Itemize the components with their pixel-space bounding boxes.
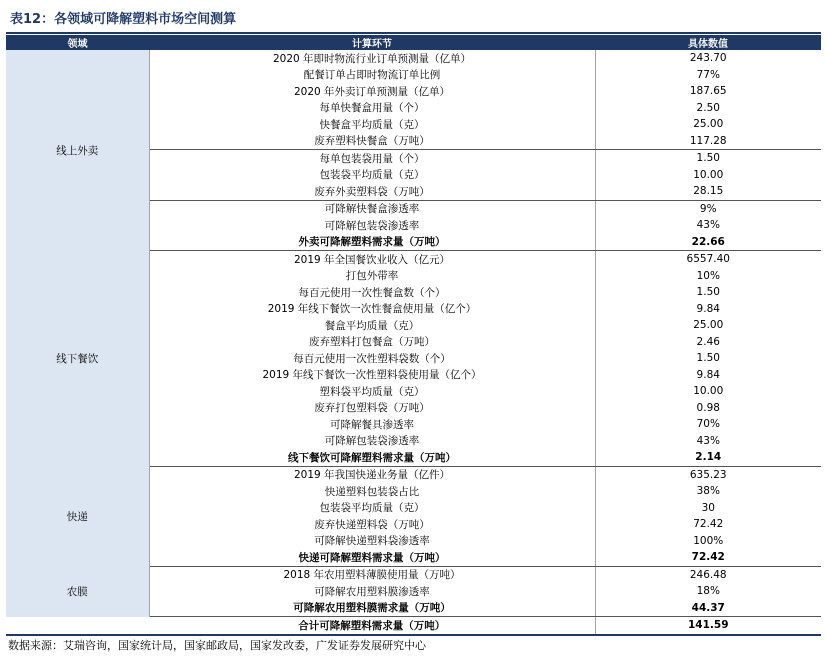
header-value: 具体数值 <box>595 35 821 50</box>
market-space-table <box>6 35 821 636</box>
value-cell: 117.28 <box>595 133 821 150</box>
value-cell: 22.66 <box>595 234 821 251</box>
table-header-row <box>6 35 821 50</box>
header-item: 计算环节 <box>149 35 595 50</box>
item-cell: 每单快餐盒用量（个） <box>149 100 595 117</box>
item-cell: 2019 年我国快递业务量（亿件） <box>149 466 595 483</box>
item-cell: 每百元使用一次性餐盒数（个） <box>149 284 595 301</box>
value-cell: 25.00 <box>693 319 724 332</box>
value-cell: 9.84 <box>696 302 720 315</box>
item-cell: 可降解餐具渗透率 <box>149 416 595 433</box>
value-cell: 38% <box>696 485 720 498</box>
table-row <box>6 466 821 483</box>
item-cell: 快餐盒平均质量（克） <box>149 116 595 133</box>
value-cell: 10.00 <box>693 385 724 398</box>
item-cell: 可降解农用塑料膜渗透率 <box>149 583 595 600</box>
item-cell: 可降解农用塑料膜需求量（万吨） <box>149 600 595 617</box>
value-cell: 243.70 <box>689 52 727 65</box>
item-cell: 可降解包装袋渗透率 <box>149 217 595 234</box>
value-cell: 1.50 <box>696 286 720 299</box>
item-cell: 废弃外卖塑料袋（万吨） <box>149 183 595 200</box>
value-cell: 9.84 <box>696 368 720 381</box>
grand-total-value: 141.59 <box>595 617 821 635</box>
item-cell: 快递可降解塑料需求量（万吨） <box>149 549 595 566</box>
item-cell: 包装袋平均质量（克） <box>149 167 595 184</box>
domain-cell: 农膜 <box>6 566 149 617</box>
item-cell: 打包外带率 <box>149 268 595 285</box>
item-cell: 2019 年线下餐饮一次性塑料袋使用量（亿个） <box>149 367 595 384</box>
table-title: 表12：各领域可降解塑料市场空间测算 <box>10 12 237 27</box>
item-cell: 废弃塑料打包餐盒（万吨） <box>149 334 595 351</box>
value-cell: 246.48 <box>689 568 727 581</box>
header-domain: 领域 <box>6 35 149 50</box>
grand-total-label: 合计可降解塑料需求量（万吨） <box>149 617 595 635</box>
item-cell: 外卖可降解塑料需求量（万吨） <box>149 234 595 251</box>
value-cell: 0.98 <box>696 401 720 414</box>
item-cell: 废弃快递塑料袋（万吨） <box>149 516 595 533</box>
title-rule <box>6 32 821 34</box>
item-cell: 塑料袋平均质量（克） <box>149 383 595 400</box>
table-row <box>6 251 821 268</box>
value-cell: 43% <box>696 219 720 232</box>
value-cell: 2.50 <box>696 101 720 114</box>
value-cell: 28.15 <box>595 183 821 200</box>
item-cell: 可降解快餐盒渗透率 <box>149 200 595 217</box>
item-cell: 废弃塑料快餐盒（万吨） <box>149 133 595 150</box>
value-cell: 43% <box>696 434 720 447</box>
item-cell: 2018 年农用塑料薄膜使用量（万吨） <box>149 566 595 583</box>
item-cell: 可降解快递塑料袋渗透率 <box>149 533 595 550</box>
item-cell: 餐盒平均质量（克） <box>149 317 595 334</box>
item-cell: 2020 年即时物流行业订单预测量（亿单） <box>149 50 595 67</box>
value-cell: 2.14 <box>595 449 821 466</box>
value-cell: 6557.40 <box>686 253 730 266</box>
value-cell: 30 <box>701 501 715 514</box>
value-cell: 18% <box>696 585 720 598</box>
value-cell: 25.00 <box>693 118 724 131</box>
table-row <box>6 50 821 67</box>
item-cell: 2020 年外卖订单预测量（亿单） <box>149 83 595 100</box>
grand-total-empty-cell <box>6 617 149 635</box>
value-cell: 72.42 <box>595 549 821 566</box>
value-cell: 44.37 <box>595 600 821 617</box>
item-cell: 每百元使用一次性塑料袋数（个） <box>149 350 595 367</box>
value-cell: 10.00 <box>693 168 724 181</box>
value-cell: 2.46 <box>696 335 720 348</box>
value-cell: 9% <box>699 202 717 215</box>
value-cell: 77% <box>696 68 720 81</box>
item-cell: 2019 年全国餐饮业收入（亿元） <box>149 251 595 268</box>
domain-cell: 线上外卖 <box>6 50 149 251</box>
value-cell: 1.50 <box>696 152 720 165</box>
item-cell: 线下餐饮可降解塑料需求量（万吨） <box>149 449 595 466</box>
value-cell: 100% <box>693 534 724 547</box>
item-cell: 配餐订单占即时物流订单比例 <box>149 67 595 84</box>
value-cell: 1.50 <box>696 352 720 365</box>
item-cell: 包装袋平均质量（克） <box>149 500 595 517</box>
source-note: 数据来源：艾瑞咨询，国家统计局，国家邮政局，国家发改委，广发证券发展研究中心 <box>8 639 426 652</box>
table-row <box>6 566 821 583</box>
domain-cell: 快递 <box>6 466 149 566</box>
domain-cell: 线下餐饮 <box>6 251 149 467</box>
item-cell: 快递塑料包装袋占比 <box>149 483 595 500</box>
value-cell: 72.42 <box>693 518 724 531</box>
value-cell: 187.65 <box>689 85 727 98</box>
value-cell: 635.23 <box>689 468 727 481</box>
item-cell: 可降解包装袋渗透率 <box>149 433 595 450</box>
item-cell: 每单包装袋用量（个） <box>149 150 595 167</box>
grand-total-row <box>6 617 821 635</box>
item-cell: 废弃打包塑料袋（万吨） <box>149 400 595 417</box>
item-cell: 2019 年线下餐饮一次性餐盒使用量（亿个） <box>149 301 595 318</box>
value-cell: 10% <box>696 269 720 282</box>
value-cell: 70% <box>696 418 720 431</box>
